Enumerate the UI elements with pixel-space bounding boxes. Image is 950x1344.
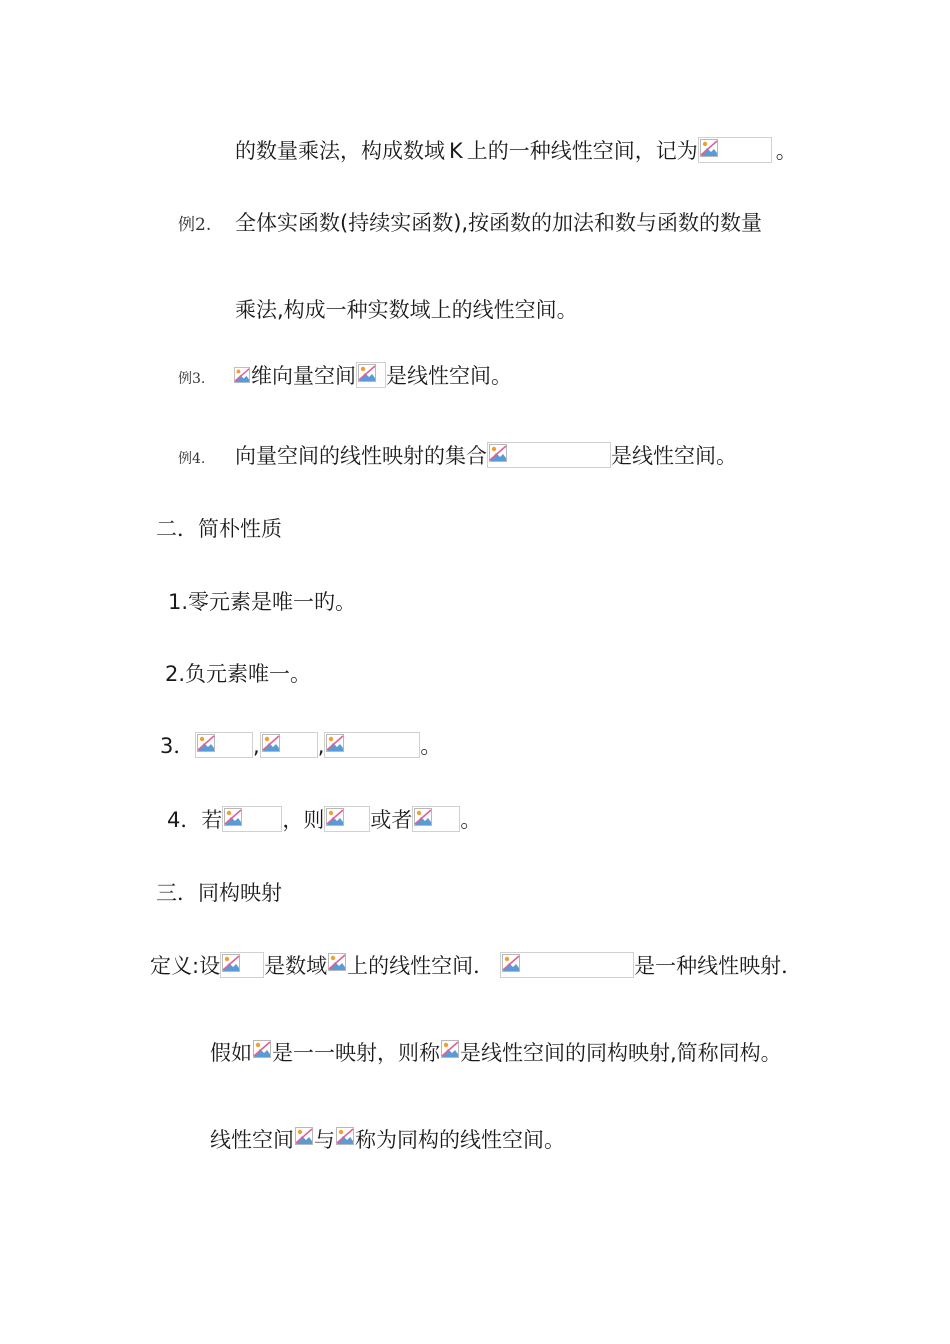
property-4-label: 4．若 <box>167 808 223 832</box>
definition-line-3 <box>210 1125 565 1155</box>
formula-image <box>440 1039 460 1065</box>
property-2 <box>165 659 311 689</box>
definition-2-text-c: 是线性空间的同构映射,简称同构。 <box>460 1041 782 1065</box>
property-3-sep-1: , <box>253 734 260 758</box>
broken-image-icon <box>197 734 215 752</box>
definition-text-d: 是一种线性映射． <box>634 954 803 978</box>
property-4-text-b: 或者 <box>370 808 413 832</box>
definition-2-text-a: 假如 <box>210 1041 252 1065</box>
formula-image <box>487 442 611 468</box>
line-1-text-a: 的数量乘法，构成数域 <box>235 139 445 163</box>
definition-line <box>150 951 802 981</box>
formula-image <box>233 366 251 386</box>
formula-image <box>356 362 386 388</box>
broken-image-icon <box>326 808 344 826</box>
text-line-1 <box>235 136 797 166</box>
definition-text-c: 上的线性空间． <box>347 954 495 978</box>
formula-image <box>252 1039 272 1065</box>
formula-image <box>500 952 634 978</box>
line-1-text-c: 上的一种线性空间，记为 <box>466 139 698 163</box>
property-4-text-a: ，则 <box>282 808 325 832</box>
broken-image-icon <box>328 953 346 971</box>
formula-image <box>220 952 264 978</box>
formula-image <box>335 1126 355 1152</box>
broken-image-icon <box>336 1127 354 1145</box>
broken-image-icon <box>414 808 432 826</box>
definition-line-2 <box>210 1038 782 1068</box>
definition-3-text-c: 称为同构的线性空间。 <box>355 1128 565 1152</box>
broken-image-icon <box>489 444 507 462</box>
definition-2-text-b: 是一一映射，则称 <box>272 1041 440 1065</box>
section-3-title: 三．同构映射 <box>156 881 282 905</box>
definition-text-b: 是数域 <box>264 954 328 978</box>
property-1-text: 1.零元素是唯一旳。 <box>168 590 357 614</box>
example-4-line <box>178 441 737 471</box>
example-3-text-a: 维向量空间 <box>251 364 356 388</box>
example-2-label: 例2. <box>178 215 212 235</box>
example-4-text-b: 是线性空间。 <box>611 444 737 468</box>
property-4 <box>167 805 481 835</box>
broken-image-icon <box>222 954 240 972</box>
formula-image <box>327 952 347 978</box>
example-3-text-b: 是线性空间。 <box>386 364 512 388</box>
formula-image <box>294 1126 314 1152</box>
definition-text-a: 定义:设 <box>150 954 221 978</box>
example-3-label: 例3. <box>178 371 206 387</box>
property-3-sep-2: , <box>317 734 325 758</box>
formula-image <box>412 806 460 832</box>
broken-image-icon <box>295 1127 313 1145</box>
formula-image <box>324 806 370 832</box>
section-2-title: 二．简朴性质 <box>156 517 282 541</box>
broken-image-icon <box>234 367 250 383</box>
definition-3-text-a: 线性空间 <box>210 1128 294 1152</box>
broken-image-icon <box>253 1040 271 1058</box>
property-1 <box>168 587 356 617</box>
property-3 <box>160 731 441 761</box>
example-2-line <box>178 208 762 238</box>
broken-image-icon <box>700 139 718 157</box>
example-4-label: 例4. <box>178 451 206 467</box>
formula-image <box>698 137 772 163</box>
property-3-label: 3． <box>160 734 195 758</box>
example-2-continuation <box>235 295 578 325</box>
broken-image-icon <box>441 1040 459 1058</box>
broken-image-icon <box>224 808 242 826</box>
property-2-text: 2.负元素唯一。 <box>165 662 312 686</box>
broken-image-icon <box>326 734 344 752</box>
section-3-heading <box>156 878 282 908</box>
formula-image <box>324 732 420 758</box>
property-4-end: 。 <box>460 808 482 832</box>
example-4-text-a: 向量空间的线性映射的集合 <box>235 444 487 468</box>
line-1-end: 。 <box>775 139 797 163</box>
example-3-line <box>178 361 512 391</box>
broken-image-icon <box>262 734 280 752</box>
example-2-text: 全体实函数(持续实函数),按函数的加法和数与函数的数量 <box>235 211 763 235</box>
formula-image <box>222 806 282 832</box>
section-2-heading <box>156 514 282 544</box>
field-letter: K <box>449 139 463 163</box>
formula-image <box>195 732 253 758</box>
example-2-cont-text: 乘法,构成一种实数域上的线性空间。 <box>235 298 578 322</box>
broken-image-icon <box>502 954 520 972</box>
property-3-end: 。 <box>420 734 442 758</box>
broken-image-icon <box>358 364 376 382</box>
formula-image <box>260 732 318 758</box>
definition-3-text-b: 与 <box>314 1128 335 1152</box>
